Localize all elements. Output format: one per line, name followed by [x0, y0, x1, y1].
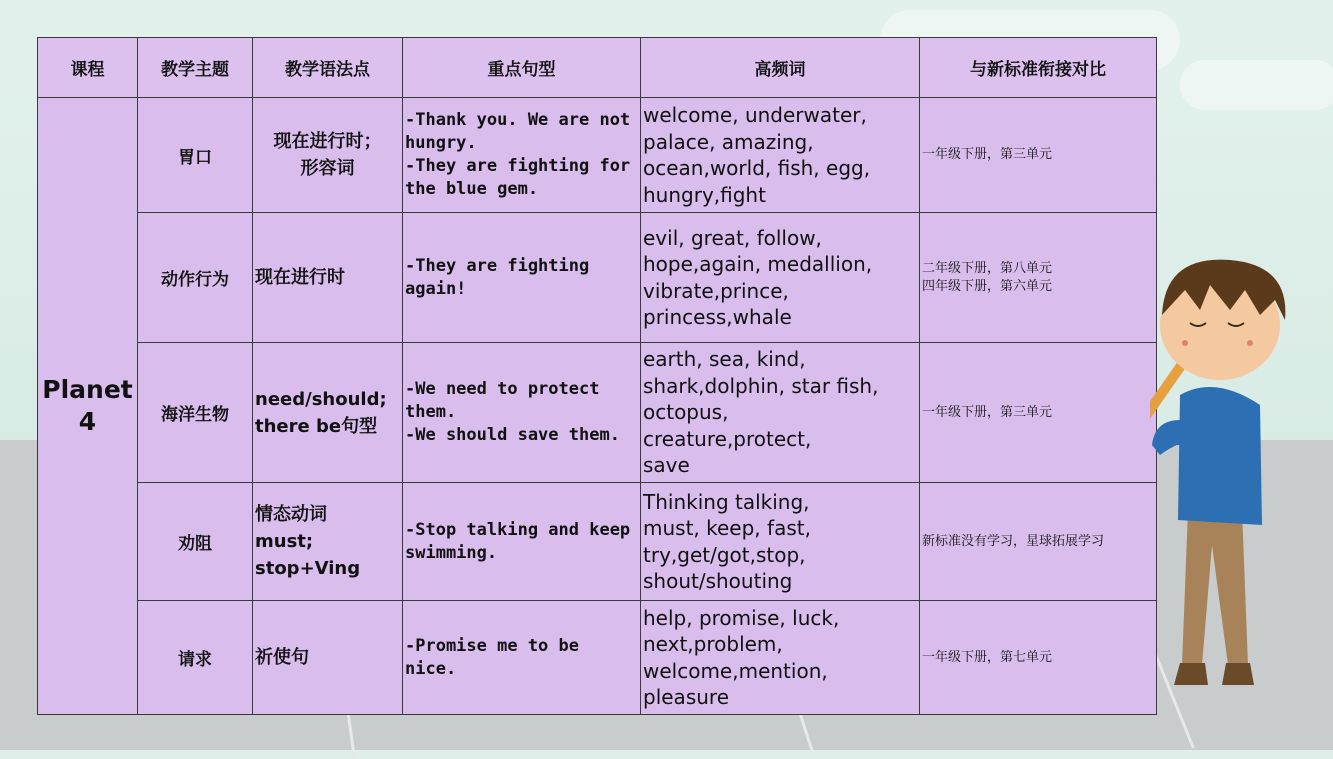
header-topic: 教学主题 — [138, 38, 253, 98]
header-row — [38, 38, 1157, 98]
words-cell: Thinking talking, must, keep, fast, try,get/got,stop, shout/shouting — [641, 483, 920, 601]
topic-cell: 海洋生物 — [138, 343, 253, 483]
grammar-cell: 现在进行时 — [253, 213, 403, 343]
pattern-cell: -They are fighting again! — [403, 213, 641, 343]
course-cell: Planet 4 — [38, 98, 138, 715]
header-patterns: 重点句型 — [403, 38, 641, 98]
header-course: 课程 — [38, 38, 138, 98]
compare-cell: 一年级下册，第三单元 — [920, 343, 1157, 483]
grammar-cell: need/should; there be句型 — [253, 343, 403, 483]
words-cell: earth, sea, kind, shark,dolphin, star fish, octopus, creature,protect, save — [641, 343, 920, 483]
words-cell: evil, great, follow, hope,again, medallion, vibrate,prince, princess,whale — [641, 213, 920, 343]
grammar-cell: 情态动词 must; stop+Ving — [253, 483, 403, 601]
topic-cell: 动作行为 — [138, 213, 253, 343]
compare-cell: 一年级下册，第三单元 — [920, 98, 1157, 213]
boy-with-flute-illustration — [1150, 245, 1333, 750]
table-row — [38, 601, 1157, 715]
words-cell: welcome, underwater, palace, amazing, ocean,world, fish, egg, hungry,fight — [641, 98, 920, 213]
pattern-cell: -We need to protect them. -We should save them. — [403, 343, 641, 483]
topic-cell: 胃口 — [138, 98, 253, 213]
pattern-cell: -Stop talking and keep swimming. — [403, 483, 641, 601]
grammar-cell: 祈使句 — [253, 601, 403, 715]
compare-cell: 二年级下册，第八单元 四年级下册，第六单元 — [920, 213, 1157, 343]
compare-cell: 新标准没有学习，星球拓展学习 — [920, 483, 1157, 601]
curriculum-table — [37, 37, 1157, 715]
header-compare: 与新标准衔接对比 — [920, 38, 1157, 98]
table-row — [38, 343, 1157, 483]
header-words: 高频词 — [641, 38, 920, 98]
table-row — [38, 98, 1157, 213]
header-grammar: 教学语法点 — [253, 38, 403, 98]
table-row — [38, 483, 1157, 601]
topic-cell: 请求 — [138, 601, 253, 715]
topic-cell: 劝阻 — [138, 483, 253, 601]
grammar-cell: 现在进行时； 形容词 — [253, 98, 403, 213]
pattern-cell: -Thank you. We are not hungry. -They are fighting for the blue gem. — [403, 98, 641, 213]
pattern-cell: -Promise me to be nice. — [403, 601, 641, 715]
table-row — [38, 213, 1157, 343]
compare-cell: 一年级下册，第七单元 — [920, 601, 1157, 715]
background-cloud — [1180, 60, 1333, 110]
words-cell: help, promise, luck, next,problem, welcome,mention, pleasure — [641, 601, 920, 715]
